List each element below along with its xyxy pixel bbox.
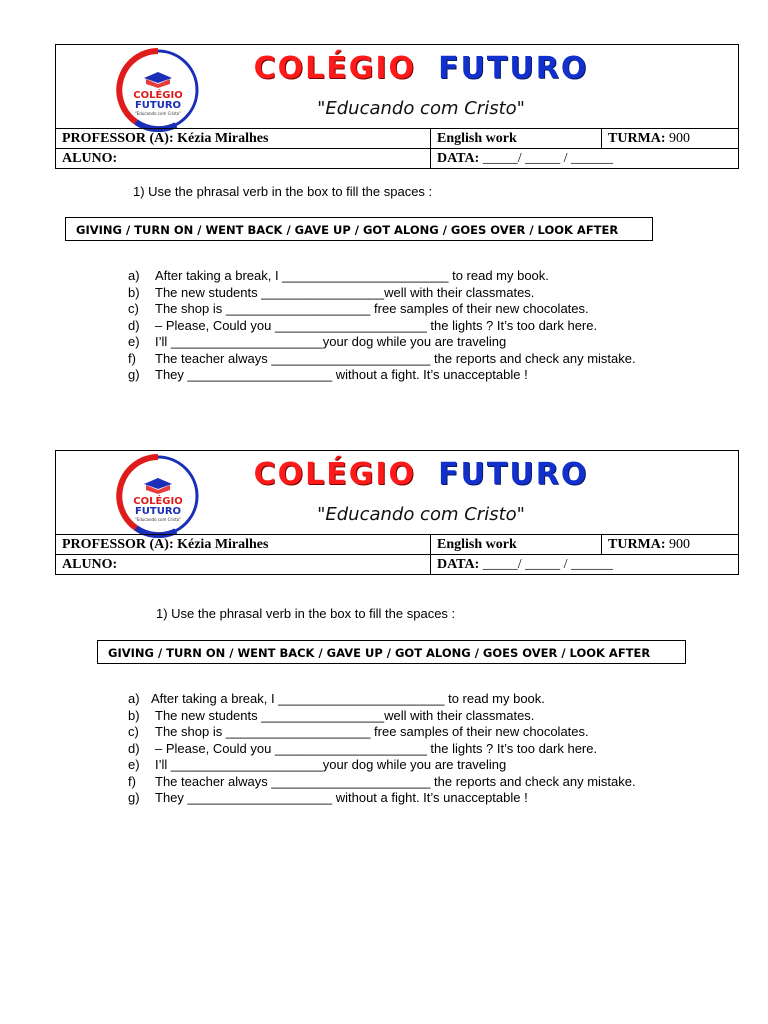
- school-header: [55, 44, 739, 129]
- item-label: f): [128, 773, 136, 789]
- question-instruction: 1) Use the phrasal verb in the box to fill the spaces :: [133, 184, 433, 199]
- item-label: a): [128, 268, 140, 283]
- data-label: DATA:: [437, 150, 480, 166]
- school-logo-icon: [116, 48, 200, 132]
- school-name-futuro: FUTURO: [438, 457, 589, 492]
- item-text: They ____________________ without a fight. It’s unacceptable !: [155, 367, 528, 382]
- turma-label: TURMA:: [608, 536, 666, 552]
- subject-label: English work: [437, 536, 517, 552]
- phrasal-verb-box: GIVING / TURN ON / WENT BACK / GAVE UP / GOT ALONG / GOES OVER / LOOK AFTER: [65, 217, 653, 241]
- item-label: g): [128, 790, 140, 805]
- student-info-table: [55, 128, 739, 169]
- aluno-label: ALUNO:: [62, 556, 118, 572]
- item-text: After taking a break, I _______________________ to read my book.: [155, 268, 549, 283]
- item-text: After taking a break, I _______________________ to read my book.: [151, 691, 545, 706]
- item-label: c): [128, 301, 139, 316]
- turma-label: TURMA:: [608, 130, 666, 146]
- item-label: e): [128, 334, 140, 349]
- item-label: e): [128, 757, 140, 772]
- question-instruction: 1) Use the phrasal verb in the box to fill the spaces :: [156, 606, 456, 621]
- school-motto: "Educando com Cristo": [317, 504, 525, 525]
- turma-value: 900: [669, 536, 691, 552]
- item-label: d): [128, 317, 140, 333]
- school-header: [55, 450, 739, 535]
- item-text: The shop is ____________________ free samples of their new chocolates.: [155, 724, 589, 739]
- item-label: a): [128, 691, 140, 706]
- school-name-colegio: COLÉGIO: [253, 457, 417, 492]
- logo-text-colegio: COLÉGIO: [133, 496, 183, 507]
- item-text: The shop is ____________________ free samples of their new chocolates.: [155, 301, 589, 316]
- aluno-cell[interactable]: [56, 149, 431, 169]
- data-cell[interactable]: [431, 149, 739, 169]
- date-blanks: _____/ _____ / ______: [482, 556, 614, 572]
- item-text: – Please, Could you _____________________ the lights ? It’s too dark here.: [155, 317, 598, 333]
- date-blanks: _____/ _____ / ______: [482, 150, 614, 166]
- logo-tagline: "Educando com Cristo": [134, 517, 182, 522]
- turma-value: 900: [669, 130, 691, 146]
- item-text: The teacher always ______________________ the reports and check any mistake.: [155, 773, 636, 789]
- logo-text-colegio: COLÉGIO: [133, 90, 183, 101]
- subject-cell: [431, 129, 602, 149]
- professor-cell: [56, 129, 431, 149]
- school-logo-icon: [116, 454, 200, 538]
- aluno-cell[interactable]: [56, 555, 431, 575]
- subject-cell: [431, 535, 602, 555]
- item-text: The teacher always ______________________ the reports and check any mistake.: [155, 350, 636, 366]
- item-text: The new students _________________well with their classmates.: [155, 284, 535, 300]
- item-text: I’ll _____________________your dog while you are traveling: [155, 757, 507, 772]
- school-title: [236, 457, 606, 492]
- turma-cell: [602, 535, 739, 555]
- data-cell[interactable]: [431, 555, 739, 575]
- professor-label: PROFESSOR (A): Kézia Miralhes: [62, 536, 269, 552]
- item-text: They ____________________ without a fight. It’s unacceptable !: [155, 790, 528, 805]
- item-label: c): [128, 724, 139, 739]
- data-label: DATA:: [437, 556, 480, 572]
- school-name-colegio: COLÉGIO: [253, 51, 417, 86]
- school-name-futuro: FUTURO: [438, 51, 589, 86]
- item-label: f): [128, 350, 136, 366]
- logo-text-futuro: FUTURO: [134, 100, 182, 111]
- logo-tagline: "Educando com Cristo": [134, 111, 182, 116]
- phrasal-verb-box: GIVING / TURN ON / WENT BACK / GAVE UP / GOT ALONG / GOES OVER / LOOK AFTER: [97, 640, 686, 664]
- item-label: b): [128, 707, 140, 723]
- item-label: b): [128, 284, 140, 300]
- school-title: [236, 51, 606, 86]
- turma-cell: [602, 129, 739, 149]
- item-label: g): [128, 367, 140, 382]
- item-label: d): [128, 740, 140, 756]
- aluno-label: ALUNO:: [62, 150, 118, 166]
- item-text: I’ll _____________________your dog while you are traveling: [155, 334, 507, 349]
- student-info-table: [55, 534, 739, 575]
- item-text: – Please, Could you _____________________ the lights ? It’s too dark here.: [155, 740, 598, 756]
- item-text: The new students _________________well with their classmates.: [155, 707, 535, 723]
- professor-cell: [56, 535, 431, 555]
- subject-label: English work: [437, 130, 517, 146]
- professor-label: PROFESSOR (A): Kézia Miralhes: [62, 130, 269, 146]
- logo-text-futuro: FUTURO: [134, 506, 182, 517]
- school-motto: "Educando com Cristo": [317, 98, 525, 119]
